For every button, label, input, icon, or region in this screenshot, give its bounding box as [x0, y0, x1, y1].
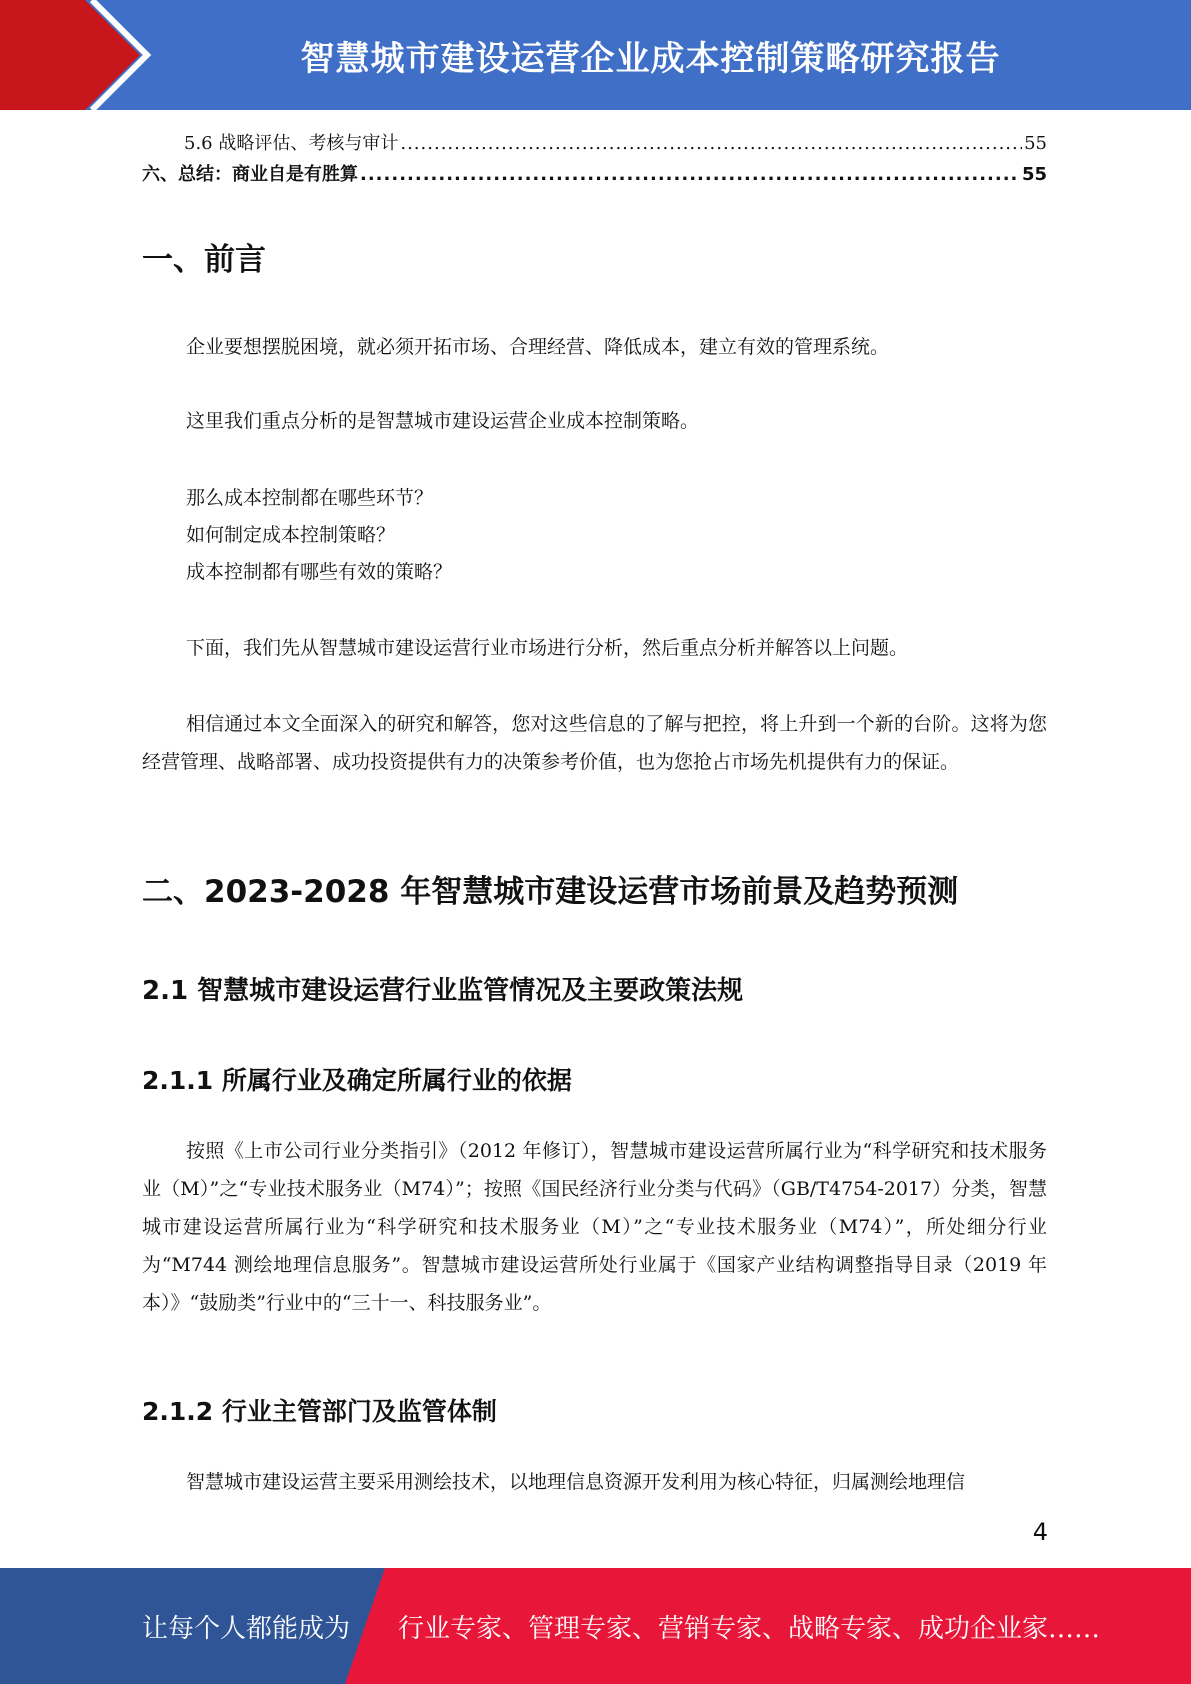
paragraph: 相信通过本文全面深入的研究和解答，您对这些信息的了解与把控，将上升到一个新的台阶。这将为您经营管理、战略部署、成功投资提供有力的决策参考价值，也为您抢占市场先机提供有力的保证。 — [142, 713, 1047, 773]
paragraph: 智慧城市建设运营主要采用测绘技术，以地理信息资源开发利用为核心特征，归属测绘地理信 — [186, 1471, 966, 1493]
subsection-heading: 2.1 智慧城市建设运营行业监管情况及主要政策法规 — [142, 976, 744, 1006]
paragraph: 这里我们重点分析的是智慧城市建设运营企业成本控制策略。 — [186, 410, 700, 432]
header-chevron-decoration — [0, 0, 160, 110]
toc-entry-text: 5.6 战略评估、考核与审计 — [184, 133, 399, 154]
section-heading-forecast: 二、2023-2028 年智慧城市建设运营市场前景及趋势预测 — [142, 874, 959, 910]
paragraph: 下面，我们先从智慧城市建设运营行业市场进行分析，然后重点分析并解答以上问题。 — [186, 637, 909, 659]
footer-slogan-right: 行业专家、管理专家、营销专家、战略专家、成功企业家…… — [398, 1613, 1101, 1644]
question-line: 那么成本控制都在哪些环节？ — [186, 487, 434, 509]
question-line: 如何制定成本控制策略？ — [186, 524, 396, 546]
toc-entry-page: 55 — [1021, 164, 1047, 185]
toc-entry-page: 55 — [1024, 133, 1047, 154]
page-number: 4 — [1032, 1518, 1048, 1546]
toc-leader-dots — [400, 132, 1022, 156]
toc-leader-dots — [360, 163, 1020, 187]
subsubsection-heading: 2.1.1 所属行业及确定所属行业的依据 — [142, 1066, 572, 1095]
footer-slogan-left: 让每个人都能成为 — [142, 1613, 351, 1644]
toc-entry[interactable] — [142, 132, 1047, 156]
report-title: 智慧城市建设运营企业成本控制策略研究报告 — [300, 38, 1001, 79]
paragraph: 按照《上市公司行业分类指引》（2012 年修订），智慧城市建设运营所属行业为“科学研究和技术服务业（M）”之“专业技术服务业（M74）”；按照《国民经济行业分类与代码》（GB/T4754-2017）分类，智慧城市建设运营所属行业为“科学研究和技术服务业（M）”之“专业技术服务业（M74）”，所处细分行业为“M744 测绘地理信息服务”。智慧城市建设运营所处行业属于《国家产业结构调整指导目录（2019 年本）》“鼓励类”行业中的“三十一、科技服务业”。 — [142, 1140, 1047, 1314]
page-header — [0, 0, 1191, 110]
subsubsection-heading: 2.1.2 行业主管部门及监管体制 — [142, 1397, 497, 1426]
question-line: 成本控制都有哪些有效的策略？ — [186, 561, 453, 583]
section-heading-preface: 一、前言 — [142, 242, 266, 278]
toc-entry-text: 六、总结：商业自是有胜算 — [142, 164, 358, 185]
toc-entry[interactable] — [142, 163, 1047, 187]
paragraph: 企业要想摆脱困境，就必须开拓市场、合理经营、降低成本，建立有效的管理系统。 — [186, 336, 890, 358]
